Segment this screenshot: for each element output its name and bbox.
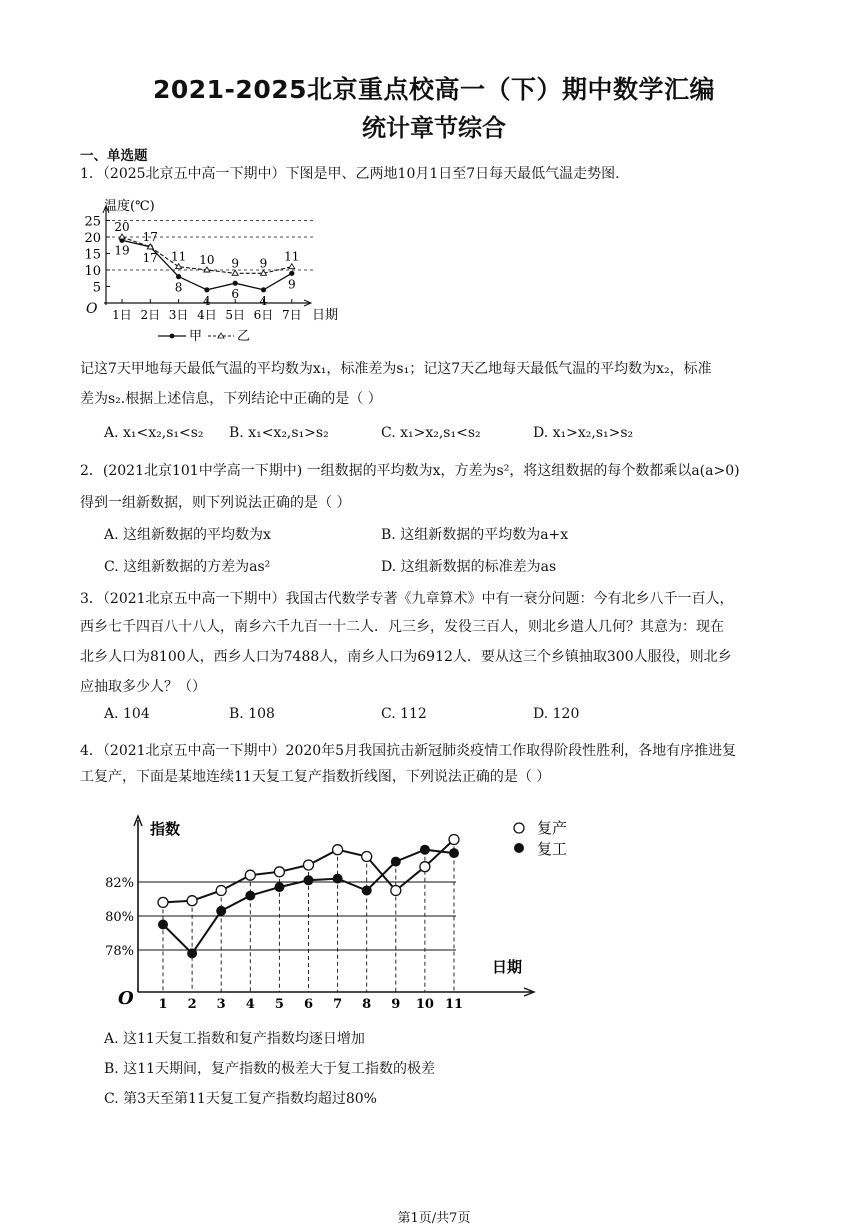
y-axis-label: 温度(℃)	[104, 198, 155, 214]
legend-yi-label: 乙	[237, 329, 251, 344]
q2-option-a[interactable]: A. 这组新数据的平均数为x	[104, 527, 271, 543]
series-fuchan-point	[362, 852, 372, 862]
series-jia-point	[204, 287, 209, 292]
legend-fuchan-marker	[514, 823, 524, 833]
series-yi-data-label: 20	[114, 220, 130, 234]
series-yi-data-label: 9	[231, 256, 240, 271]
y-axis-label: 指数	[150, 820, 181, 838]
legend-fugong-marker	[514, 843, 524, 853]
x-tick-label: 4	[245, 997, 255, 1012]
series-fugong-point	[158, 920, 168, 930]
x-tick-label: 5日	[225, 308, 246, 322]
x-tick-label: 1	[158, 997, 168, 1012]
q1-text-line1: 记这7天甲地每天最低气温的平均数为x₁，标准差为s₁；记这7天乙地每天最低气温的平均数为x₂，标准	[80, 361, 712, 377]
x-tick-label: 7	[333, 997, 343, 1012]
series-yi-point	[119, 234, 125, 239]
y-tick-label: 15	[84, 247, 101, 263]
y-tick-label: 20	[84, 231, 101, 246]
series-yi-point	[289, 264, 295, 269]
q1-option-b[interactable]: B. x₁<x₂,s₁>s₂	[229, 425, 329, 441]
page-footer: 第1页/共7页	[397, 1211, 471, 1226]
q3-text-line4: 应抽取多少人？（）	[80, 679, 206, 695]
origin-label: O	[86, 301, 98, 317]
series-fuchan-point	[333, 845, 343, 855]
x-tick-label: 9	[391, 997, 401, 1012]
y-tick-label: 10	[84, 264, 101, 279]
q3-option-d[interactable]: D. 120	[533, 706, 580, 722]
x-tick-label: 5	[274, 997, 284, 1012]
series-fugong-point	[449, 848, 459, 858]
series-fuchan-point	[187, 896, 197, 906]
page-title: 2021-2025北京重点校高一（下）期中数学汇编	[152, 75, 716, 104]
series-fuchan-point	[304, 860, 314, 870]
q4-option-b[interactable]: B. 这11天期间，复产指数的极差大于复工指数的极差	[104, 1061, 436, 1077]
q3-text-line2: 西乡七千四百八十八人，南乡六千九百一十二人．凡三乡，发役三百人，则北乡遣人几何？其意为：现在	[80, 619, 724, 635]
q4-text-line2: 工复产，下面是某地连续11天复工复产指数折线图，下列说法正确的是（ ）	[80, 769, 551, 785]
series-fuchan-point	[420, 862, 430, 872]
x-tick-label: 10	[415, 997, 434, 1012]
series-fugong-point	[245, 891, 255, 901]
series-fuchan-point	[274, 867, 284, 877]
temperature-chart	[78, 188, 358, 348]
q3-text-line3: 北乡人口为8100人，西乡人口为7488人，南乡人口为6912人．要从这三个乡镇抽取300人服役，则北乡	[80, 649, 732, 665]
x-tick-label: 2	[187, 997, 197, 1012]
series-yi-data-label: 9	[259, 256, 268, 271]
series-fugong-point	[304, 875, 314, 885]
origin-label: O	[118, 988, 134, 1009]
series-jia-data-label: 4	[259, 293, 268, 308]
page-subtitle: 统计章节综合	[362, 114, 506, 142]
series-yi-data-label: 10	[199, 253, 215, 267]
series-jia-point	[289, 271, 294, 276]
x-tick-label: 1日	[112, 308, 132, 322]
series-jia-data-label: 19	[114, 243, 130, 258]
series-jia-point	[261, 287, 266, 292]
q2-option-b[interactable]: B. 这组新数据的平均数为a+x	[381, 527, 569, 543]
series-fugong-point	[333, 874, 343, 884]
series-fugong-point	[362, 886, 372, 896]
q4-option-c[interactable]: C. 第3天至第11天复工复产指数均超过80%	[104, 1091, 377, 1107]
series-yi-point	[176, 264, 182, 269]
q3-option-a[interactable]: A. 104	[104, 706, 150, 722]
series-jia-data-label: 4	[203, 293, 211, 308]
series-fuchan-point	[245, 870, 255, 880]
series-fugong-point	[216, 906, 226, 916]
y-tick-label: 25	[84, 214, 101, 230]
series-fuchan-point	[216, 886, 226, 896]
section-heading: 一、单选题	[80, 148, 148, 164]
series-yi-data-label: 17	[142, 229, 158, 244]
series-fugong-point	[420, 845, 430, 855]
q4-text-line1: 4．（2021北京五中高一下期中）2020年5月我国抗击新冠肺炎疫情工作取得阶段性胜利，各地有序推进复	[80, 743, 737, 759]
x-axis-label: 日期	[312, 308, 339, 323]
y-tick-label: 82%	[105, 876, 134, 891]
series-fugong-point	[391, 857, 401, 867]
x-tick-label: 6	[303, 997, 314, 1012]
legend-jia-label: 甲	[189, 329, 203, 344]
q1-option-a[interactable]: A. x₁<x₂,s₁<s₂	[104, 425, 204, 441]
series-fuchan-line	[163, 840, 454, 903]
series-jia-data-label: 6	[231, 287, 240, 302]
series-yi-data-label: 11	[284, 249, 300, 264]
x-tick-label: 2日	[140, 308, 161, 322]
q2-option-d[interactable]: D. 这组新数据的标准差为as	[381, 559, 557, 575]
series-jia-data-label: 8	[174, 280, 183, 295]
x-tick-label: 4日	[197, 308, 217, 322]
series-jia-data-label: 17	[142, 250, 158, 265]
series-fuchan-point	[449, 835, 459, 845]
x-tick-label: 7日	[281, 308, 302, 322]
x-tick-label: 11	[444, 997, 464, 1012]
q1-text-line2: 差为s₂.根据上述信息，下列结论中正确的是（ ）	[80, 391, 382, 407]
x-tick-label: 8	[362, 997, 372, 1012]
series-yi-data-label: 11	[170, 249, 187, 264]
x-tick-label: 6日	[253, 308, 274, 322]
x-tick-label: 3	[216, 997, 226, 1012]
series-fuchan-point	[391, 886, 401, 896]
q2-text-line2: 得到一组新数据，则下列说法正确的是（ ）	[80, 495, 351, 511]
q3-option-c[interactable]: C. 112	[381, 706, 427, 722]
q4-option-a[interactable]: A. 这11天复工指数和复产指数均逐日增加	[104, 1031, 365, 1047]
y-tick-label: 80%	[105, 910, 134, 925]
x-tick-label: 3日	[168, 308, 189, 322]
q2-text-line1: 2．(2021北京101中学高一下期中) 一组数据的平均数为x，方差为s²，将这组数据的每个数都乘以a(a>0)	[80, 463, 740, 479]
series-fugong-point	[187, 948, 197, 958]
series-jia-point	[233, 281, 238, 286]
legend-fugong-label: 复工	[537, 840, 568, 858]
q1-option-c[interactable]: C. x₁>x₂,s₁<s₂	[381, 425, 481, 441]
q2-option-c[interactable]: C. 这组新数据的方差为as²	[104, 559, 271, 575]
legend-jia-marker	[170, 334, 175, 339]
legend-fuchan-label: 复产	[537, 819, 568, 837]
series-fuchan-point	[158, 897, 168, 907]
resumption-index-chart	[96, 810, 596, 1020]
q1-option-d[interactable]: D. x₁>x₂,s₁>s₂	[533, 425, 634, 441]
q3-text-line1: 3．（2021北京五中高一下期中）我国古代数学专著《九章算术》中有一衰分问题：今有北乡八千一百人，	[80, 591, 734, 607]
q3-option-b[interactable]: B. 108	[229, 706, 275, 722]
series-jia-data-label: 9	[287, 277, 296, 292]
y-tick-label: 5	[92, 280, 101, 296]
x-axis-label: 日期	[492, 958, 523, 976]
series-fugong-point	[274, 882, 284, 892]
y-tick-label: 78%	[105, 944, 134, 959]
q1-stem: 1．（2025北京五中高一下期中）下图是甲、乙两地10月1日至7日每天最低气温走势图.	[80, 166, 620, 182]
series-jia-point	[176, 274, 181, 279]
